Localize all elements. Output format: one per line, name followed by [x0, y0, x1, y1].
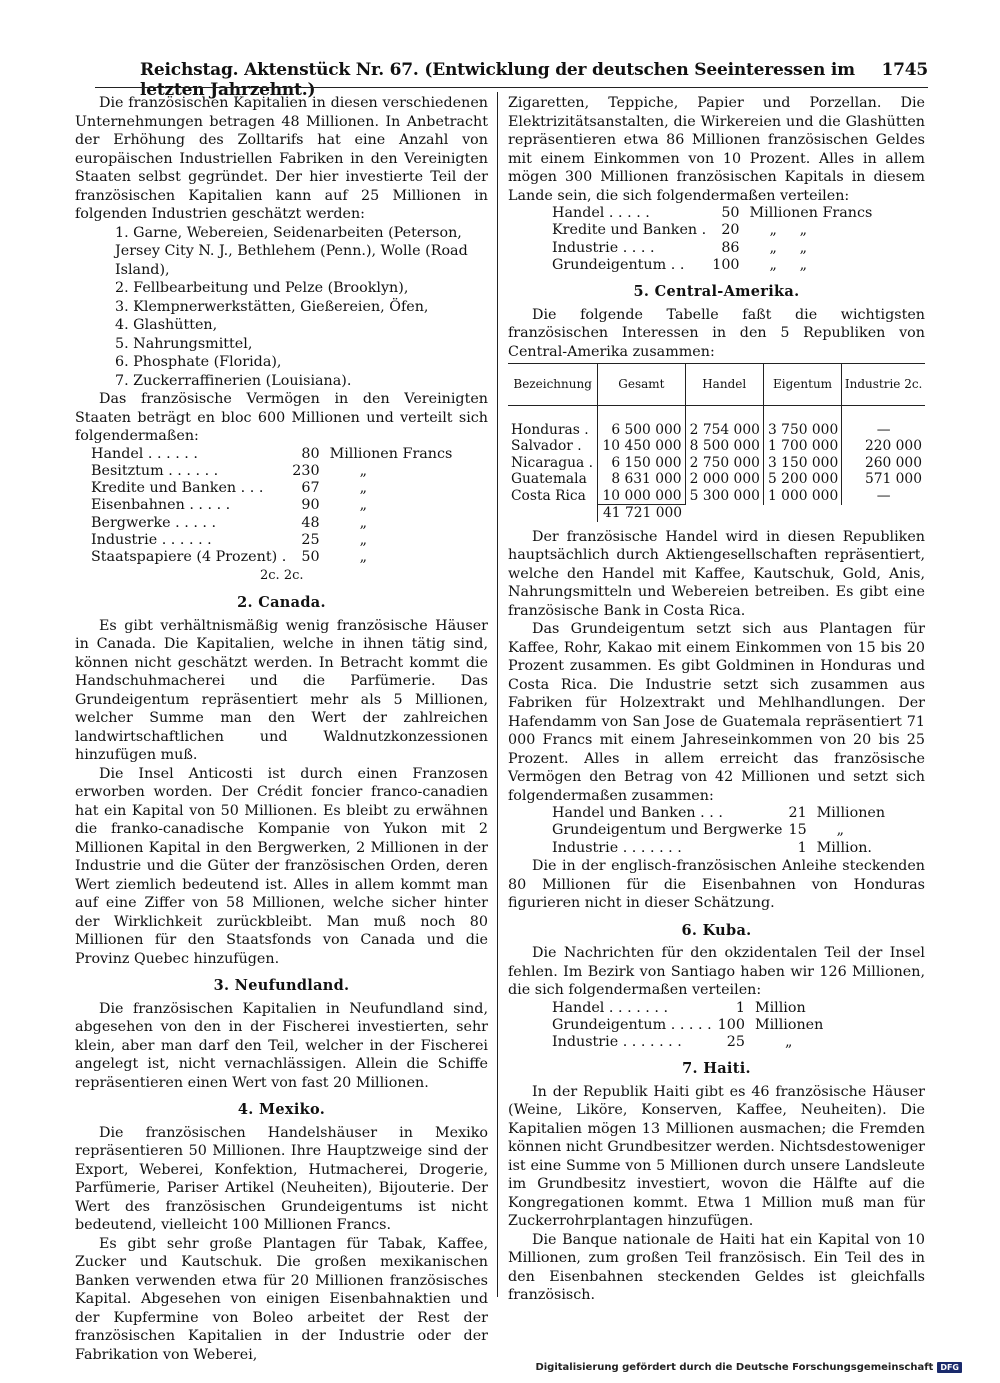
table-cell: Millionen Francs	[749, 205, 873, 221]
table-cell: 1 000 000	[763, 488, 841, 505]
table-cell: Eisenbahnen . . . . .	[91, 497, 231, 514]
column-header: Eigentum	[763, 364, 841, 406]
paragraph: Die französischen Handelshäuser in Mexiko repräsentieren 50 Millionen. Ihre Hauptzweige sind der Export, Weberei, Konfektion, Hutmacherei, Drogerie, Parfümerie, Pariser Artikel (Neuheiten), Bijouterie. Der Wert des französischen Grundeigentums ist nicht bedeutend, vielleicht 100 Millionen Francs.	[75, 1124, 488, 1234]
list-item: 6. Phosphate (Florida),	[115, 354, 282, 370]
table-row	[91, 480, 452, 497]
table-row	[552, 1017, 823, 1034]
table-cell: 3 750 000	[763, 422, 841, 439]
paragraph: Es gibt verhältnismäßig wenig französische Häuser in Canada. Die Kapitalien, welche in ihnen tätig sind, können nicht geschätzt werden. In Betracht kommt die Handschuhmacherei und die Parfümerie. Das Grundeigentum repräsentiert mehr als 5 Millionen, welcher Summe man den Wert der zahlreichen landwirtschaftlichen und Waldnutzkonzessionen hinzufügen muß.	[75, 617, 488, 764]
industry-list	[75, 224, 488, 391]
table-cell: Industrie . . . . . . .	[552, 839, 682, 856]
right-column	[508, 94, 925, 1305]
table-cell: 5 200 000	[763, 471, 841, 488]
table-cell: Honduras .	[511, 421, 589, 438]
section-title: 6. Kuba.	[681, 921, 752, 939]
table-cell	[763, 505, 841, 522]
table-row	[508, 455, 925, 472]
table-cell: 10 450 000	[598, 438, 685, 455]
table-cell: Millionen	[754, 1016, 824, 1033]
table-cell: —	[842, 488, 925, 505]
table-row	[552, 205, 872, 222]
header-rule	[95, 87, 928, 88]
table-cell: Nicaragua .	[511, 454, 593, 471]
table-cell: 25	[301, 531, 320, 548]
table-cell: Handel . . . . . .	[91, 445, 198, 462]
table-row	[552, 1034, 823, 1051]
table-cell: 50	[721, 205, 740, 221]
table-cell: „	[359, 514, 367, 531]
table-cell: 100	[717, 1016, 745, 1033]
table-cell: 571 000	[842, 471, 925, 488]
table-cell: 90	[301, 497, 320, 514]
paragraph: Das Grundeigentum setzt sich aus Plantagen für Kaffee, Rohr, Kakao mit einem Einkommen von 15 bis 20 Prozent zusammen. Es gibt Goldminen in Honduras und Costa Rica. Die Industrie setzt sich zusammen aus Fabriken für Holzextrakt und Mehlhandlungen. Der Hafendamm von San Jose de Guatemala repräsentiert 71 000 Francs mit einem Jahreseinkommen von 20 bis 25 Prozent. Alles in allem erreicht das französische Vermögen den Betrag von 42 Millionen und setzt sich folgendermaßen zusammen:	[508, 621, 925, 804]
table-row	[552, 240, 872, 257]
table-cell: Industrie . . . .	[552, 239, 655, 256]
list-item: 2. Fellbearbeitung und Pelze (Brooklyn),	[115, 280, 409, 296]
table-cell: 50	[301, 549, 320, 566]
table-cell: Industrie . . . . . .	[91, 531, 212, 548]
table-cell: „	[359, 480, 367, 497]
table-cell: 86	[721, 239, 740, 256]
table-row	[91, 532, 452, 549]
table-cell: „	[836, 822, 845, 839]
table-cell: Besitztum . . . . . .	[91, 462, 219, 479]
dfg-logo-icon: DFG	[937, 1362, 962, 1373]
page-number: 1745	[881, 60, 928, 80]
table-cell: 5 300 000	[685, 488, 763, 505]
table-cell: 20	[721, 222, 740, 239]
table-cell: Grundeigentum . . . . .	[552, 1016, 712, 1033]
section-title: 3. Neufundland.	[213, 977, 350, 995]
table-row	[508, 488, 925, 505]
table-row	[91, 497, 452, 514]
table-row	[91, 515, 452, 532]
column-divider	[497, 92, 498, 1297]
table-cell: 2 754 000	[685, 422, 763, 439]
etc-mark: 2c. 2c.	[260, 567, 304, 583]
table-cell: „	[359, 549, 367, 566]
table-cell: Guatemala	[511, 471, 587, 488]
section-title: 7. Haiti.	[682, 1060, 751, 1078]
table-cell: 6 150 000	[598, 455, 685, 472]
paragraph: In der Republik Haiti gibt es 46 französische Häuser (Weine, Liköre, Konserven, Kaffee, Neuheiten). Die Kapitalien mögen 13 Millionen ausmachen; die Fremden können nicht Grundbesitzer werden. Nichtsdestoweniger ist eine Summe von 5 Millionen durch unsere Landsleute im Grundbesitz investiert, wovon die Hälfte auf die Kongregationen kommt. Etwa 1 Million muß man für Zuckerrohrplantagen hinzufügen.	[508, 1083, 925, 1230]
table-row	[552, 1000, 823, 1017]
table-row	[552, 822, 885, 839]
table-cell: „	[359, 531, 367, 548]
table-cell: Kredite und Banken . . .	[91, 480, 264, 497]
table-header-row	[508, 364, 925, 406]
table-cell: Millionen Francs	[329, 445, 453, 462]
table-row	[508, 471, 925, 488]
column-header: Industrie 2c.	[842, 364, 925, 406]
table-cell: Staatspapiere (4 Prozent) .	[91, 549, 287, 566]
list-item: 3. Klempnerwerkstätten, Gießereien, Öfen,	[115, 298, 429, 315]
paragraph: Zigaretten, Teppiche, Papier und Porzellan. Die Elektrizitätsanstalten, die Wirkereien und die Glashütten repräsentieren etwa 86 Millionen französischen Geldes mit einem Einkommen von 10 Prozent. Alles in allem mögen 300 Millionen französischen Kapitals in diesem Lande sein, die sich folgendermaßen verteilen:	[508, 95, 925, 204]
paragraph: Die Nachrichten für den okzidentalen Teil der Insel fehlen. Im Bezirk von Santiago haben wir 126 Millionen, die sich folgendermaßen verteilen:	[508, 945, 925, 999]
table-cell	[842, 505, 925, 522]
cuba-capital-table	[552, 1000, 823, 1052]
table-cell: 230	[292, 462, 320, 479]
table-cell: 48	[301, 514, 320, 531]
table-cell: 8 631 000	[598, 471, 685, 488]
left-column	[75, 94, 488, 1364]
table-row	[508, 422, 925, 439]
credit-text: Digitalisierung gefördert durch die Deutsche Forschungsgemeinschaft	[535, 1362, 934, 1373]
table-cell: Costa Rica	[511, 487, 586, 504]
table-cell: 260 000	[842, 455, 925, 472]
table-cell: „	[359, 497, 367, 514]
table-row	[552, 805, 885, 822]
table-cell: Kredite und Banken .	[552, 222, 707, 239]
table-row	[91, 549, 452, 566]
table-row	[91, 463, 452, 480]
table-row	[552, 222, 872, 239]
table-cell: 8 500 000	[685, 438, 763, 455]
table-cell: 67	[301, 480, 320, 497]
table-cell: Salvador .	[511, 438, 582, 455]
table-cell: 10 000 000	[598, 488, 685, 505]
section-title: 2. Canada.	[237, 594, 326, 612]
paragraph: Die in der englisch-französischen Anleihe steckenden 80 Millionen für die Eisenbahnen von Honduras figurieren nicht in dieser Schätzung.	[508, 858, 925, 912]
table-cell: Grundeigentum . .	[552, 256, 685, 273]
table-spacer	[508, 405, 925, 422]
table-cell: „ „	[769, 239, 808, 256]
paragraph: Der französische Handel wird in diesen Republiken hauptsächlich durch Aktiengesellschaften repräsentiert, welche den Handel mit Kaffee, Kautschuk, Gold, Anis, Nahrungsmitteln und Webereien betreiben. Es gibt eine französische Bank in Costa Rica.	[508, 528, 925, 619]
table-row	[91, 446, 452, 463]
table-cell: —	[842, 422, 925, 439]
central-america-table	[508, 363, 925, 522]
table-cell: „ „	[769, 256, 808, 273]
paragraph: Die folgende Tabelle faßt die wichtigsten französischen Interessen in den 5 Republiken von Central-Amerika zusammen:	[508, 306, 925, 360]
table-cell	[685, 505, 763, 522]
table-cell: Bergwerke . . . . .	[91, 514, 217, 531]
column-header: Gesamt	[598, 364, 685, 406]
section-title: 5. Central-Amerika.	[633, 283, 800, 301]
table-cell: Million	[754, 999, 806, 1016]
paragraph: Das französische Vermögen in den Vereinigten Staaten beträgt en bloc 600 Millionen und verteilt sich folgendermaßen:	[75, 391, 488, 444]
table-cell: 3 150 000	[763, 455, 841, 472]
paragraph: Die Banque nationale de Haiti hat ein Kapital von 10 Millionen, zum großen Teil französisch. Ein Teil des in den Eisenbahnen steckenden Geldes ist gleichfalls französisch.	[508, 1231, 925, 1304]
table-cell: „ „	[769, 222, 808, 239]
table-cell: Handel . . . . . . .	[552, 999, 669, 1016]
mexico-capital-table	[552, 205, 872, 274]
table-cell: 1 700 000	[763, 438, 841, 455]
table-cell: 15	[788, 822, 807, 839]
section-title: 4. Mexiko.	[237, 1101, 326, 1119]
table-cell: 2 000 000	[685, 471, 763, 488]
table-cell: 6 500 000	[598, 422, 685, 439]
table-row	[508, 438, 925, 455]
total-cell: 41 721 000	[598, 505, 685, 522]
paragraph: Die französischen Kapitalien in diesen verschiedenen Unternehmungen betragen 48 Millionen. In Anbetracht der Erhöhung des Zolltarifs hat eine Anzahl von europäischen Industriellen Fabriken in den Vereinigten Staaten selbst gegründet. Der hier investierte Teil der französischen Kapitalien kann auf 25 Millionen in folgenden Industrien geschätzt werden:	[75, 95, 488, 222]
table-cell: Handel . . . . .	[552, 205, 650, 221]
column-header: Handel	[685, 364, 763, 406]
table-cell: 2 750 000	[685, 455, 763, 472]
table-cell: 80	[301, 445, 320, 462]
footer-credit	[535, 1362, 962, 1373]
paragraph: Die französischen Kapitalien in Neufundland sind, abgesehen von den in der Fischerei investierten, sehr klein, aber man darf den Teil, welcher in der Fischerei angelegt ist, nicht vernachlässigen. Allein die Schiffe repräsentieren einen Wert von fast 20 Millionen.	[75, 1000, 488, 1091]
table-cell: 21	[788, 805, 807, 822]
table-cell: 1	[735, 999, 745, 1016]
list-item: 1. Garne, Webereien, Seidenarbeiten (Peterson, Jersey City N. J., Bethlehem (Penn.), Wolle (Road Island),	[115, 224, 468, 278]
table-cell: Millionen	[816, 805, 886, 822]
table-cell: „	[359, 462, 367, 479]
table-row	[552, 840, 885, 857]
running-title: Reichstag. Aktenstück Nr. 67. (Entwicklung der deutschen Seeinteressen im letzten Jahrzehnt.)	[140, 60, 855, 100]
table-cell: Handel und Banken . . .	[552, 805, 723, 822]
table-cell: „	[784, 1034, 793, 1051]
column-header: Bezeichnung	[508, 364, 598, 406]
central-america-summary-table	[552, 805, 885, 857]
table-cell	[508, 505, 598, 522]
list-item: 7. Zuckerraffinerien (Louisiana).	[115, 372, 352, 389]
table-cell: 220 000	[842, 438, 925, 455]
table-cell: Industrie . . . . . . .	[552, 1034, 682, 1051]
table-total-row	[508, 505, 925, 522]
list-item: 4. Glashütten,	[115, 317, 218, 333]
paragraph: Die Insel Anticosti ist durch einen Franzosen erworben worden. Der Crédit foncier franco-canadien hat ein Kapital von 50 Millionen. Es bleibt zu erwähnen die franko-canadische Kompanie von Yukon mit 2 Millionen Kapital in den Bergwerken, 2 Millionen in der Industrie und die Güter der französischen Orden, deren Wert ziemlich bedeutend ist. Alles in allem kommt man auf eine Ziffer von 58 Millionen, welche sicher hinter der Wirklichkeit zurückbleibt. Man muß noch 80 Millionen für den Staatsfonds von Canada und die Provinz Quebec hinzufügen.	[75, 765, 488, 967]
usa-capital-table	[91, 446, 452, 567]
table-cell: Million.	[816, 839, 872, 856]
table-cell: 1	[797, 839, 807, 856]
paragraph: Es gibt sehr große Plantagen für Tabak, Kaffee, Zucker und Kautschuk. Die großen mexikanischen Banken verwenden etwa für 20 Millionen französisches Kapital. Abgesehen von einigen Eisenbahnaktien und der Kupfermine von Boleo arbeitet der Rest der französischen Kapitalien in der Industrie oder der Fabrikation von Weberei,	[75, 1235, 488, 1363]
list-item: 5. Nahrungsmittel,	[115, 335, 253, 352]
table-cell: 25	[726, 1034, 745, 1051]
table-cell: 100	[712, 256, 740, 273]
table-row	[552, 257, 872, 274]
table-cell: Grundeigentum und Bergwerke	[552, 822, 783, 839]
